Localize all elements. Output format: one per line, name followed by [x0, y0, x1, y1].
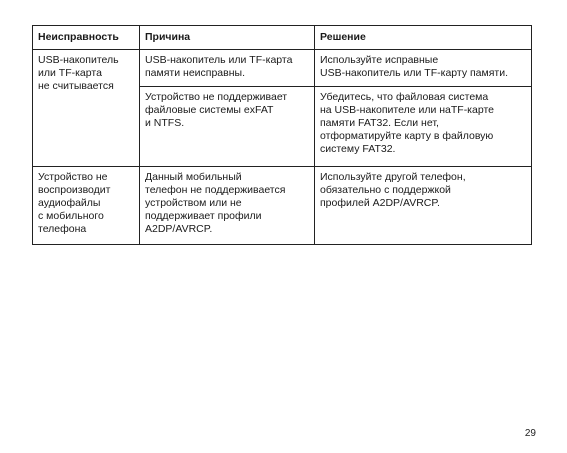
solution-cell: Используйте другой телефон, обязательно с поддержкой профилей A2DP/AVRCP. — [315, 167, 532, 245]
issue-cell: Устройство не воспроизводит аудиофайлы с мобильного телефона — [33, 167, 140, 245]
table-row — [33, 50, 532, 87]
table-header-row — [33, 26, 532, 50]
troubleshooting-table — [32, 25, 532, 245]
page-number: 29 — [524, 428, 536, 439]
cause-cell: USB-накопитель или TF-карта памяти неисправны. — [140, 50, 315, 87]
solution-cell: Используйте исправные USB-накопитель или TF-карту памяти. — [315, 50, 532, 87]
solution-cell: Убедитесь, что файловая система на USB-накопителе или наTF-карте памяти FAT32. Если нет, отформатируйте карту в файловую систему FAT32. — [315, 87, 532, 167]
header-solution: Решение — [315, 26, 532, 50]
header-issue: Неисправность — [33, 26, 140, 50]
cause-cell: Данный мобильный телефон не поддерживается устройством или не поддерживает профили A2DP/AVRCP. — [140, 167, 315, 245]
table-row — [33, 167, 532, 245]
issue-cell: USB-накопитель или TF-карта не считывается — [33, 50, 140, 167]
cause-cell: Устройство не поддерживает файловые системы exFAT и NTFS. — [140, 87, 315, 167]
header-cause: Причина — [140, 26, 315, 50]
